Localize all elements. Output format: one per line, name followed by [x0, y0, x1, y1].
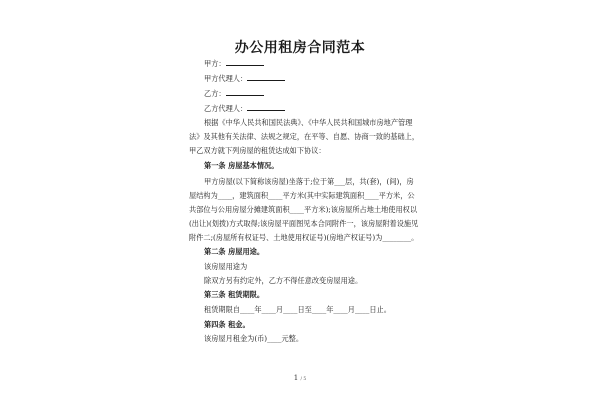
party-b-agent-blank	[247, 103, 285, 111]
article-1-line-4: (出让)(划拨)方式取得;该房屋平面图见本合同附件一，该房屋附着设施见	[189, 219, 419, 228]
party-a-agent-label: 甲方代理人：	[204, 74, 248, 83]
article-1-line-1: 甲方房屋(以下简称该房屋)坐落于;位于第___层，共(套)，(间)，房	[204, 177, 414, 186]
article-3-line-1: 租赁期限自____年____月____日至____年____月____日止。	[204, 305, 391, 314]
party-a-label: 甲方：	[204, 59, 226, 68]
article-2-line-1: 该房屋用途为	[204, 262, 248, 271]
party-b-agent-line	[204, 103, 285, 113]
intro-line-2: 法》及其他有关法律、法规之规定，在平等、自愿、协商一致的基础上，	[189, 132, 420, 141]
party-b-blank	[226, 88, 264, 96]
intro-line-3: 甲乙双方就下列房屋的租赁达成如下协议：	[189, 146, 326, 155]
party-a-agent-blank	[247, 73, 285, 81]
article-1-line-3: 共部位与公用房屋分摊建筑面积____平方米);该房屋所占地土地使用权以	[189, 205, 418, 214]
article-1-heading: 第一条 房屋基本情况。	[204, 161, 279, 170]
article-2-heading: 第二条 房屋用途。	[204, 247, 265, 256]
page-total: / 5	[300, 377, 307, 382]
party-b-label: 乙方：	[204, 89, 226, 98]
article-1-line-5: 附件二;(房屋所有权证号、土地使用权证号)(房地产权证号)为________。	[189, 233, 419, 242]
party-a-agent-line	[204, 73, 285, 83]
page-number	[0, 374, 600, 382]
page-current: 1	[293, 374, 299, 382]
party-a-blank	[226, 58, 264, 66]
intro-line-1: 根据《中华人民共和国民法典》、《中华人民共和国城市房地产管理	[204, 118, 413, 127]
document-title: 办公用租房合同范本	[234, 40, 366, 56]
article-3-heading: 第三条 租赁期限。	[204, 290, 265, 299]
article-1-line-2: 屋结构为____，建筑面积____平方米(其中实际建筑面积____平方米，公	[189, 191, 415, 200]
article-2-line-2: 除双方另有约定外，乙方不得任意改变房屋用途。	[204, 276, 363, 285]
party-a-line	[204, 58, 264, 68]
party-b-line	[204, 88, 264, 98]
article-4-line-1: 该房屋月租金为(币)____元整。	[204, 334, 304, 343]
article-4-heading: 第四条 租金。	[204, 320, 250, 329]
party-b-agent-label: 乙方代理人：	[204, 104, 248, 113]
